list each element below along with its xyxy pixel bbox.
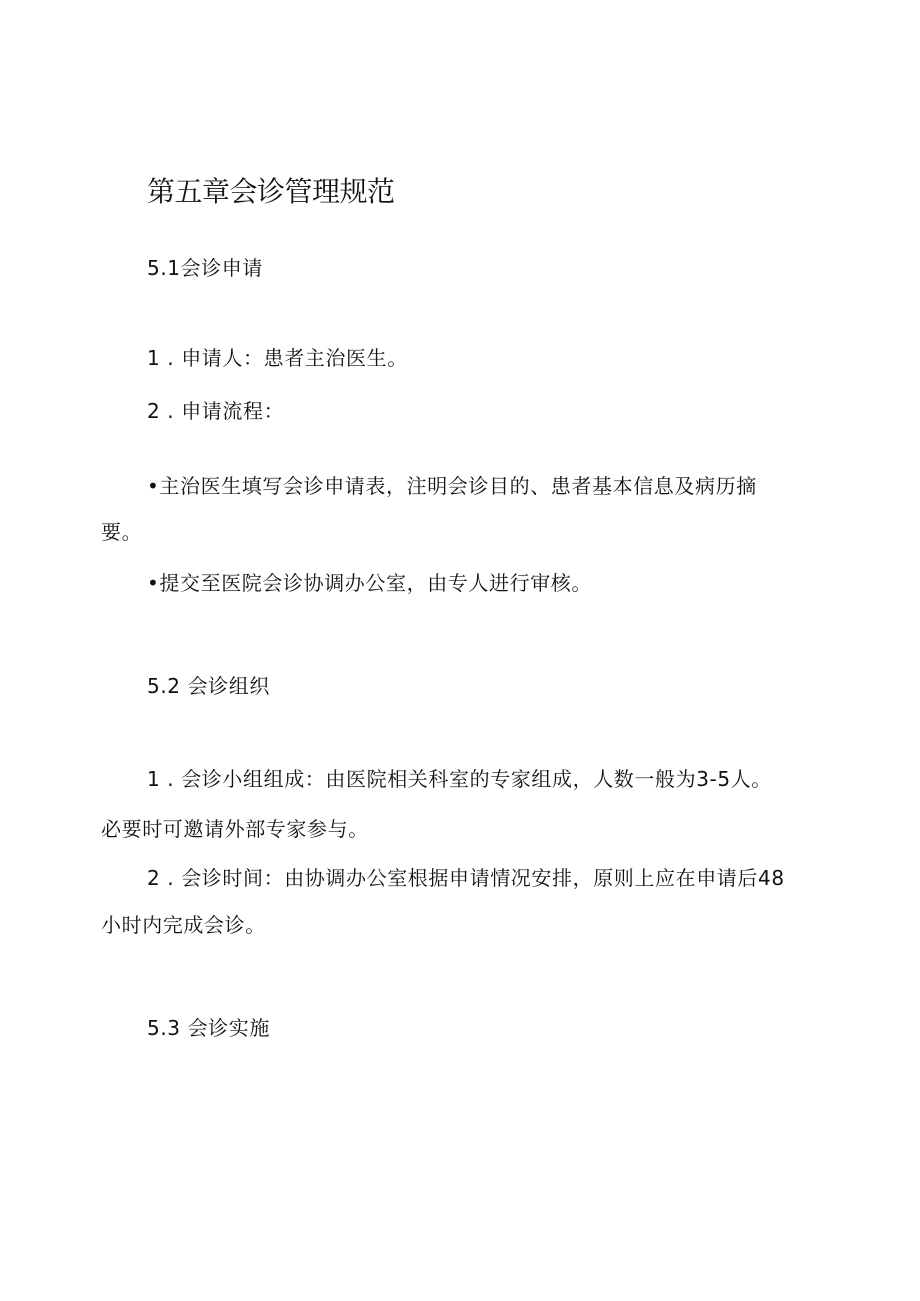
section-heading-5-2: 5.2 会诊组织: [147, 674, 270, 698]
list-item-process: 2 . 申请流程：: [147, 399, 285, 423]
chapter-title: 第五章会诊管理规范: [147, 175, 395, 208]
section-heading-5-3: 5.3 会诊实施: [147, 1016, 270, 1040]
bullet-submit: •提交至医院会诊协调办公室，由专人进行审核。: [147, 571, 592, 595]
bullet-fill-form-line1: •主治医生填写会诊申请表，注明会诊目的、患者基本信息及病历摘: [147, 474, 757, 498]
list-item-team-line2: 必要时可邀请外部专家参与。: [101, 817, 369, 841]
list-item-time-line2: 小时内完成会诊。: [101, 913, 266, 937]
bullet-fill-form-line2: 要。: [101, 520, 143, 544]
list-item-time-line1: 2 . 会诊时间：由协调办公室根据申请情况安排，原则上应在申请后48: [147, 866, 785, 890]
list-item-applicant: 1 . 申请人：患者主治医生。: [147, 346, 408, 370]
list-item-team-line1: 1 . 会诊小组组成：由医院相关科室的专家组成，人数一般为3-5人。: [147, 767, 772, 791]
section-heading-5-1: 5.1会诊申请: [147, 256, 264, 280]
